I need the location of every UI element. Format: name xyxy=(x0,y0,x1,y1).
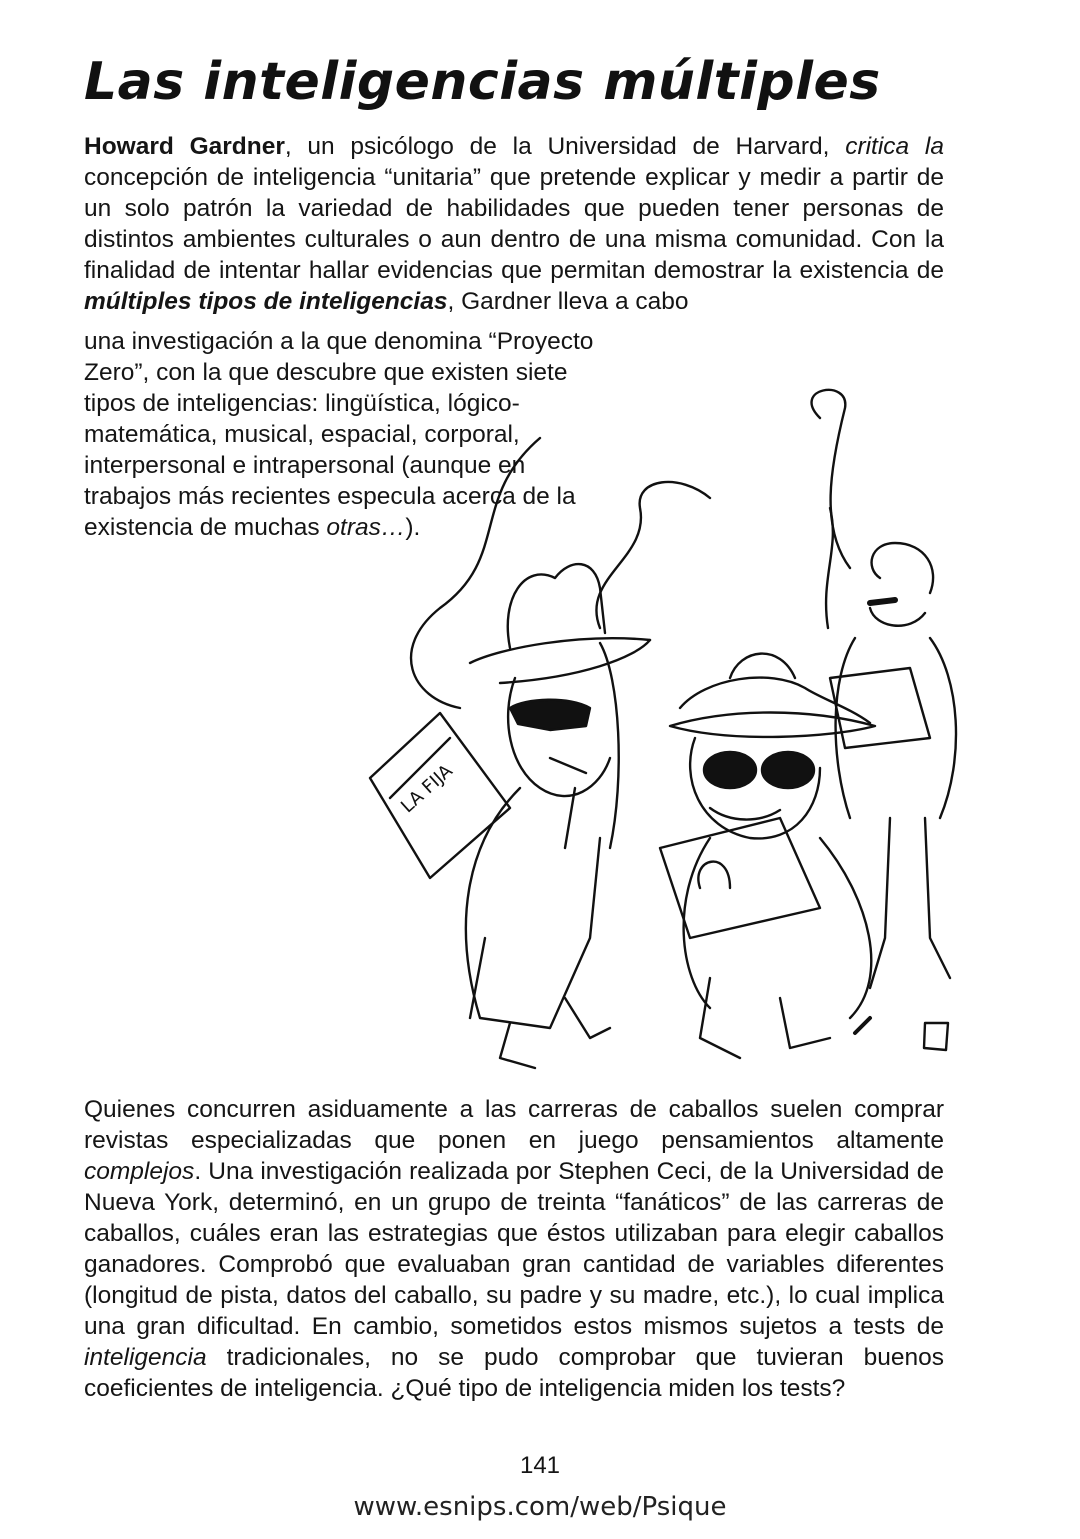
newspaper-label: LA FIJA xyxy=(397,760,457,818)
author-name: Howard Gardner xyxy=(84,133,285,160)
intro-wrap-italic: otras… xyxy=(326,514,406,541)
intro-wrap-end: ). xyxy=(405,514,421,541)
story-text-italic-1: complejos xyxy=(84,1158,195,1185)
intro-text-italic: critica la xyxy=(845,133,944,160)
footer-url: www.esnips.com/web/Psique xyxy=(353,1492,727,1522)
story-paragraph xyxy=(84,1094,944,1404)
intro-emphasis: múltiples tipos de inteligencias xyxy=(84,288,448,315)
story-text-2: . Una investigación realizada por Stephen Ceci, de la Universidad de Nueva York, determinó, en un grupo de treinta “fanáticos” de las carreras de caballos, cuáles eran las estrategias que éstos utilizaban para elegir caballos ganadores. Comprobó que evaluaban gran cantidad de variables diferentes (longitud de pista, datos del caballo, su padre y su madre, etc.), lo cual implica una gran dificultad. En cambio, sometidos estos mismos sujetos a tests de xyxy=(84,1158,944,1340)
intro-text-1: , un psicólogo de la Universidad de Harvard, xyxy=(284,133,846,160)
intro-text-2: concepción de inteligencia “unitaria” que pretende explicar y medir a partir de un solo patrón la variedad de habilidades que pueden tener personas de distintos ambientes culturales o aun dentro de una misma comunidad. Con la finalidad de intentar hallar evidencias que permitan demostrar la existencia de xyxy=(84,164,944,284)
page-title: Las inteligencias múltiples xyxy=(84,52,881,112)
page-number: 141 xyxy=(519,1452,561,1479)
cartoon-illustration-icon xyxy=(350,378,970,1078)
intro-paragraph xyxy=(84,131,944,317)
story-text-3: tradicionales, no se pudo comprobar que tuvieran buenos coeficientes de inteligencia. ¿Qué tipo de inteligencia miden los tests? xyxy=(84,1344,944,1402)
story-text-italic-2: inteligencia xyxy=(84,1344,207,1371)
story-text-1: Quienes concurren asiduamente a las carreras de caballos suelen comprar revistas especializadas que ponen en juego pensamientos altamente xyxy=(84,1096,944,1154)
intro-wrap-text: una investigación a la que denomina “Proyecto Zero”, con la que descubre que existen siete tipos de inteligencias: lingüística, lógico-matemática, musical, espacial, corporal, interpersonal e intrapersonal (aunque en trabajos más recientes especula acerca de la existencia de muchas xyxy=(84,328,594,541)
intro-text-3: , Gardner lleva a cabo xyxy=(447,288,689,315)
